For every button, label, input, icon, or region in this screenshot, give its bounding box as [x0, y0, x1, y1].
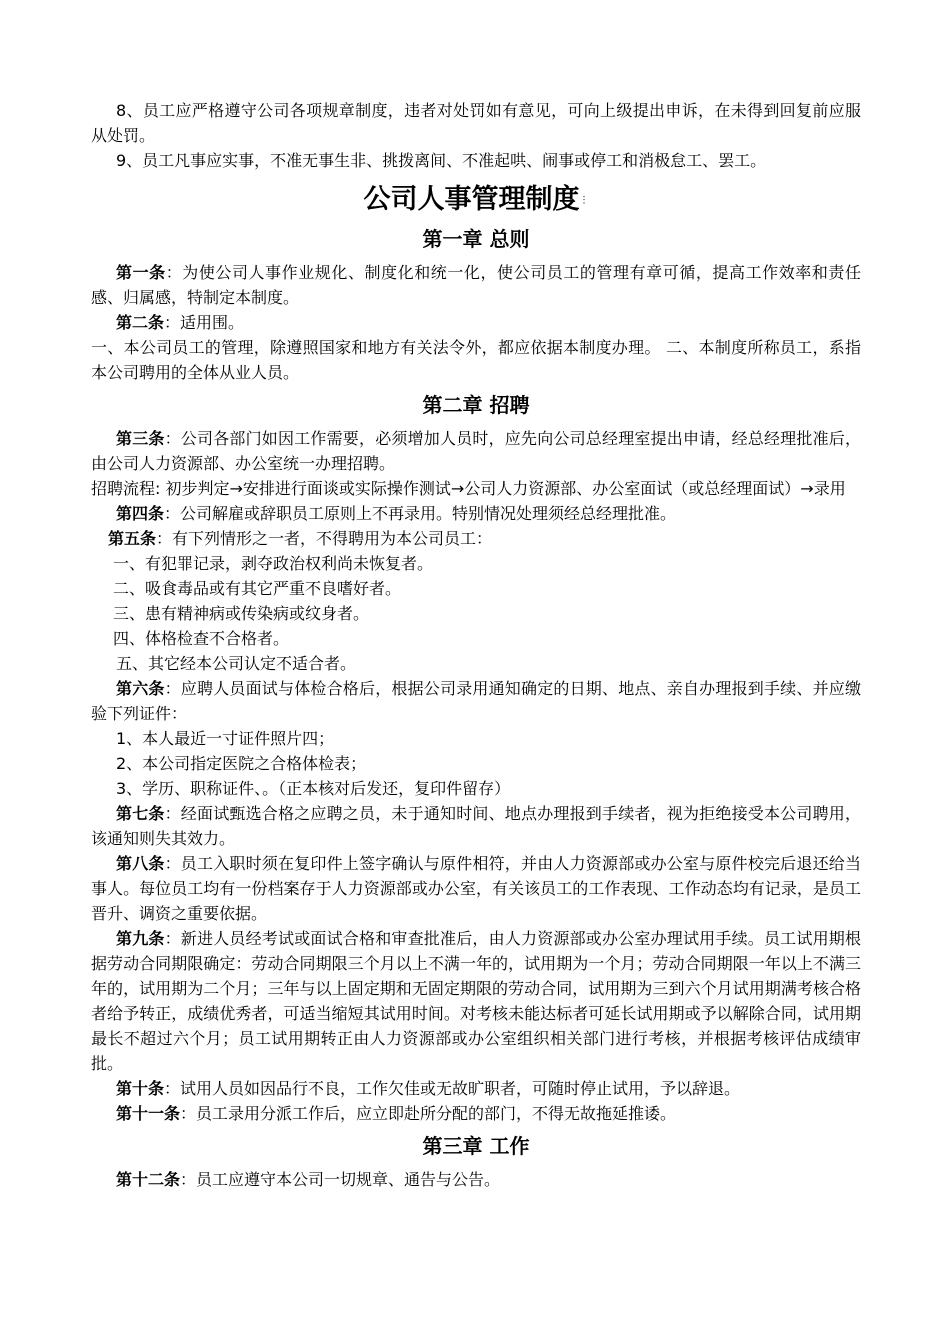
document-page	[91, 98, 861, 1192]
intro-item-9: 9、员工凡事应实事，不准无事生非、挑拨离间、不准起哄、闹事或停工和消极怠工、罢工。	[116, 151, 767, 170]
article-1	[91, 260, 861, 310]
chapter-3-heading: 第三章 工作	[422, 1133, 530, 1158]
article-5	[91, 526, 861, 551]
article-9-label: 第九条	[116, 928, 165, 948]
article-12-label: 第十二条	[116, 1169, 181, 1189]
article-6-item: 3、学历、职称证件、。（正本核对后发还，复印件留存）	[116, 778, 511, 798]
article-2	[91, 310, 861, 335]
article-3	[91, 426, 861, 476]
article-8-text: ：员工入职时须在复印件上签字确认与原件相符，并由人力资源部或办公室与原件校完后退还给当事人。每位员工均有一份档案存于人力资源部或办公室，有关该员工的工作表现、工作动态均有记录，是员工晋升、调资之重要依据。	[91, 853, 861, 923]
article-4-label: 第四条	[116, 503, 165, 523]
article-11-text: ：员工录用分派工作后，应立即赴所分配的部门，不得无故拖延推诿。	[180, 1103, 677, 1123]
article-10-label: 第十条	[116, 1078, 165, 1098]
article-7	[91, 801, 861, 851]
article-4	[91, 501, 861, 526]
article-5-item: 五、其它经本公司认定不适合者。	[116, 653, 357, 673]
article-2-text: ：适用围。	[164, 312, 245, 332]
article-11	[91, 1101, 861, 1126]
article-5-item: 四、体格检查不合格者。	[113, 628, 290, 648]
article-5-text: ：有下列情形之一者，不得聘用为本公司员工：	[156, 528, 493, 548]
article-1-text: ：为使公司人事作业规化、制度化和统一化，使公司员工的管理有章可循，提高工作效率和责任感、归属感，特制定本制度。	[91, 262, 861, 307]
article-7-label: 第七条	[116, 803, 165, 823]
article-8-label: 第八条	[116, 853, 165, 873]
article-3-text: ：公司各部门如因工作需要，必须增加人员时，应先向公司总经理室提出申请，经总经理批准后，由公司人力资源部、办公室统一办理招聘。	[91, 428, 861, 473]
article-6-item: 2、本公司指定医院之合格体检表；	[116, 753, 367, 773]
article-7-text: ：经面试甄选合格之应聘之员，未于通知时间、地点办理报到手续者，视为拒绝接受本公司聘用，该通知则失其效力。	[91, 803, 861, 848]
article-6-item: 1、本人最近一寸证件照片四；	[116, 728, 335, 748]
article-3-label: 第三条	[116, 428, 165, 448]
article-11-label: 第十一条	[116, 1103, 181, 1123]
article-2-label: 第二条	[116, 312, 165, 332]
article-6-text: ：应聘人员面试与体检合格后，根据公司录用通知确定的日期、地点、亲自办理报到手续、并应缴验下列证件：	[91, 678, 861, 723]
article-1-label: 第一条	[116, 262, 166, 282]
article-12	[91, 1167, 861, 1192]
article-8	[91, 851, 861, 926]
article-12-text: ：员工应遵守本公司一切规章、通告与公告。	[180, 1169, 501, 1189]
article-9-text: ：新进人员经考试或面试合格和审查批准后，由人力资源部或办公室办理试用手续。员工试用期根据劳动合同期限确定：劳动合同期限三个月以上不满一年的，试用期为一个月；劳动合同期限一年以上不满三年的，试用期为二个月；三年与以上固定期和无固定期限的劳动合同，试用期为三到六个月试用期满考核合格者给予转正，成绩优秀者，可适当缩短其试用时间。对考核未能达标者可延长试用期或予以解除合同，试用期最长不超过六个月；员工试用期转正由人力资源部或办公室组织相关部门进行考核，并根据考核评估成绩审批。	[91, 928, 861, 1073]
chapter-1-heading: 第一章 总则	[422, 226, 530, 251]
article-5-item: 三、患有精神病或传染病或纹身者。	[113, 603, 370, 623]
article-5-item: 二、吸食毒品或有其它严重不良嗜好者。	[113, 578, 402, 598]
recruitment-process: 招聘流程: 初步判定→安排进行面谈或实际操作测试→公司人力资源部、办公室面试（或总经理面试）→录用	[91, 478, 846, 498]
article-10	[91, 1076, 861, 1101]
article-6-label: 第六条	[116, 678, 165, 698]
document-title-text: 公司人事管理制度	[363, 184, 580, 215]
article-4-text: ：公司解雇或辞职员工原则上不再录用。特别情况处理须经总经理批准。	[164, 503, 677, 523]
article-9	[91, 926, 861, 1076]
article-5-item: 一、有犯罪记录，剥夺政治权利尚未恢复者。	[113, 553, 434, 573]
article-2-body: 一、本公司员工的管理，除遵照国家和地方有关法令外，都应依据本制度办理。 二、本制度所称员工，系指本公司聘用的全体从业人员。	[91, 337, 861, 382]
document-title	[91, 182, 861, 219]
article-6	[91, 676, 861, 726]
intro-item-8: 8、员工应严格遵守公司各项规章制度，违者对处罚如有意见，可向上级提出申诉，在未得到回复前应服从处罚。	[91, 101, 861, 145]
article-5-label: 第五条	[108, 528, 157, 548]
article-10-text: ：试用人员如因品行不良，工作欠佳或无故旷职者，可随时停止试用，予以辞退。	[164, 1078, 741, 1098]
chapter-2-heading: 第二章 招聘	[422, 392, 530, 417]
title-anchor-mark: ⋮	[579, 195, 589, 206]
